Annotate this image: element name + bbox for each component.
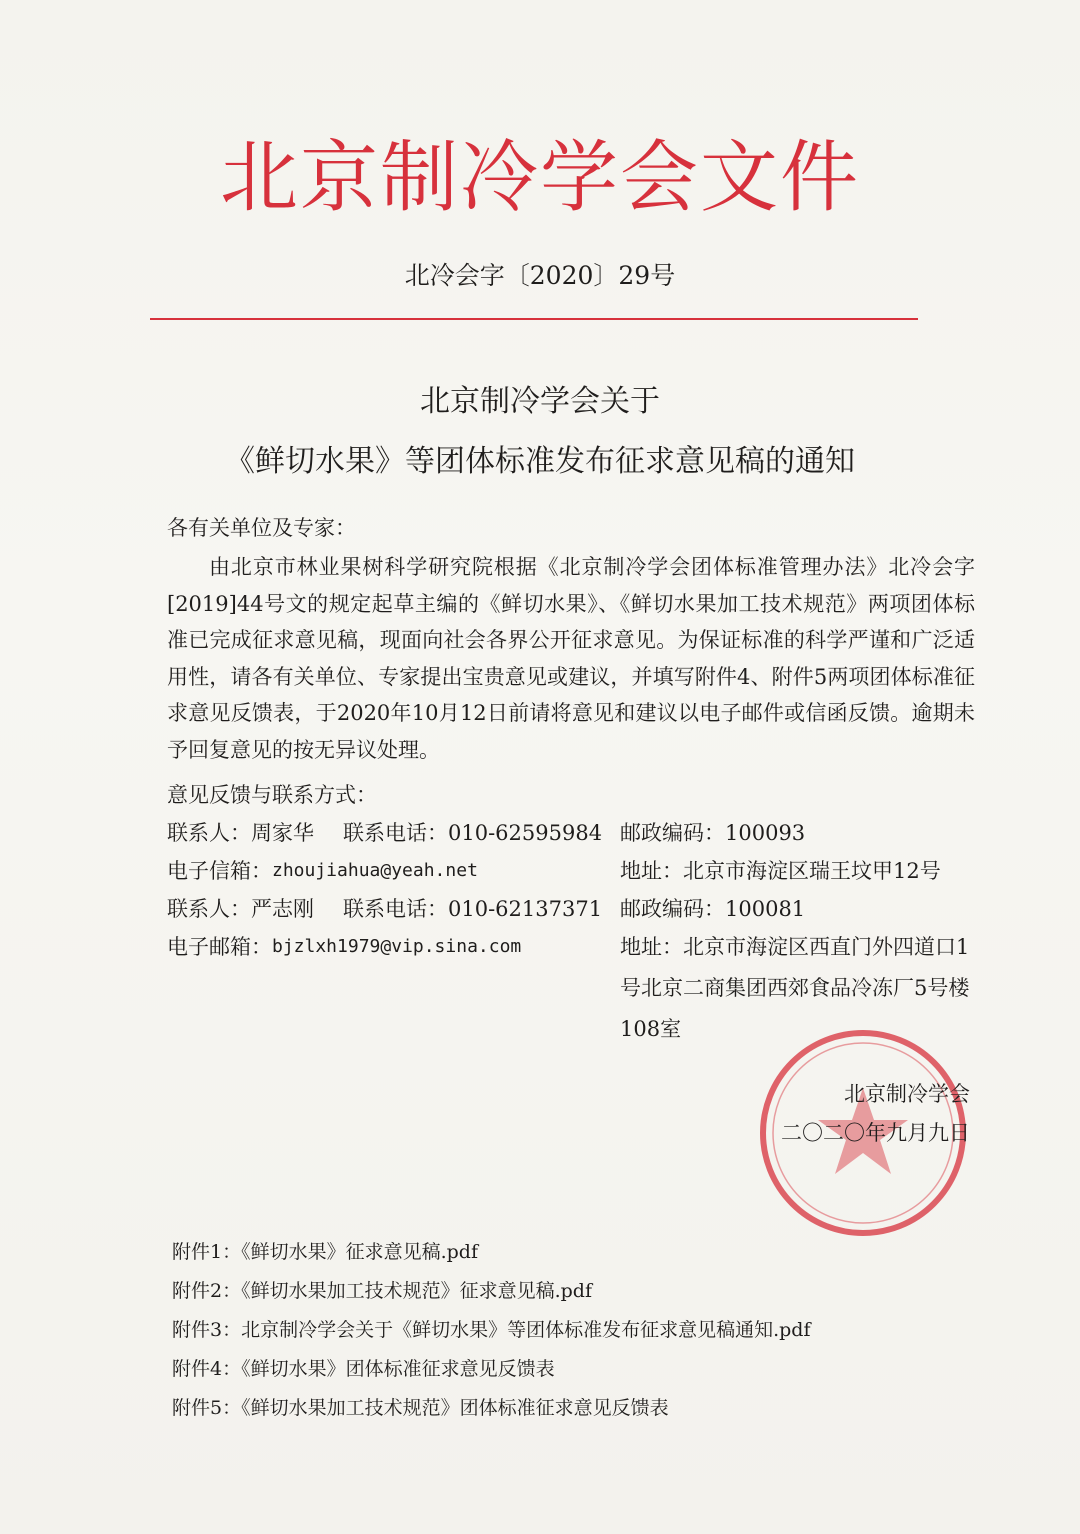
contact-person-2: 联系人：严志刚	[167, 897, 314, 921]
document-header-title: 北京制冷学会文件	[219, 133, 860, 223]
notice-body: 由北京市林业果树科学研究院根据《北京制冷学会团体标准管理办法》北冷会字[2019]44号文的规定起草主编的《鲜切水果》、《鲜切水果加工技术规范》两项团体标准已完成征求意见稿，现面向社会各界公开征求意见。为保证标准的科学严谨和广泛适用性，请各有关单位、专家提出宝贵意见或建议，并填写附件4、附件5两项团体标准征求意见反馈表，于2020年10月12日前请将意见和建议以电子邮件或信函反馈。逾期未予回复意见的按无异议处理。	[167, 555, 975, 762]
salutation: 各有关单位及专家：	[167, 516, 356, 540]
contact-heading: 意见反馈与联系方式：	[167, 783, 377, 807]
postcode-2: 邮政编码：100081	[620, 897, 806, 921]
notice-title-line2: 《鲜切水果》等团体标准发布征求意见稿的通知	[225, 444, 855, 479]
email-2[interactable]: bjzlxh1979@vip.sina.com	[272, 936, 522, 957]
postcode-1: 邮政编码：100093	[620, 821, 806, 845]
email-label-2: 电子邮箱：	[167, 935, 272, 959]
signature-date: 二〇二〇年九月九日	[781, 1121, 970, 1145]
signature-org: 北京制冷学会	[844, 1082, 970, 1106]
email-label-1: 电子信箱：	[167, 859, 272, 883]
contact-phone-2: 联系电话：010-62137371	[343, 897, 603, 921]
notice-title-line1: 北京制冷学会关于	[420, 384, 660, 419]
contact-phone-1: 联系电话：010-62595984	[343, 821, 603, 845]
attachment-5: 附件5：《鲜切水果加工技术规范》团体标准征求意见反馈表	[172, 1397, 669, 1419]
address-1: 地址：北京市海淀区瑞王坟甲12号	[620, 859, 941, 883]
attachment-1[interactable]: 附件1：《鲜切水果》征求意见稿.pdf	[172, 1241, 478, 1263]
email-1[interactable]: zhoujiahua@yeah.net	[272, 860, 478, 881]
contact-person-1: 联系人：周家华	[167, 821, 314, 845]
address-2: 地址：北京市海淀区西直门外四道口1号北京二商集团西郊食品冷冻厂5号楼108室	[620, 935, 970, 1041]
header-divider	[150, 318, 918, 320]
attachment-3[interactable]: 附件3：北京制冷学会关于《鲜切水果》等团体标准发布征求意见稿通知.pdf	[172, 1319, 811, 1341]
document-number: 北冷会字〔2020〕29号	[404, 261, 676, 290]
attachment-2[interactable]: 附件2：《鲜切水果加工技术规范》征求意见稿.pdf	[172, 1280, 592, 1302]
attachment-4: 附件4：《鲜切水果》团体标准征求意见反馈表	[172, 1358, 555, 1380]
